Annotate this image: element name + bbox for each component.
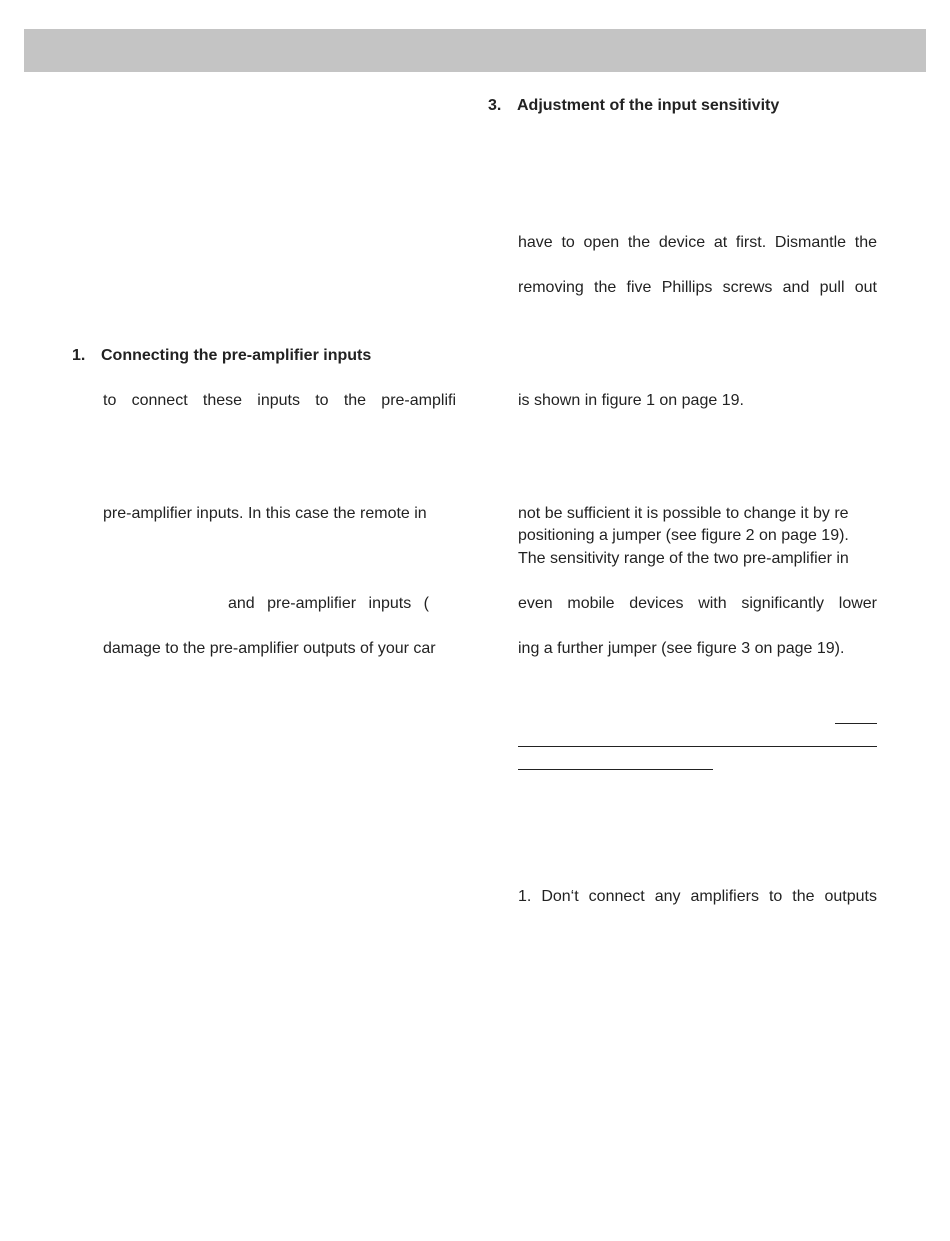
body-line: The sensitivity range of the two pre-amplifier in — [518, 550, 849, 567]
underline-rule — [518, 746, 877, 747]
section-heading-pre-amplifier-inputs — [72, 346, 371, 366]
section-title: Connecting the pre-amplifier inputs — [101, 347, 372, 364]
section-number: 3. — [488, 97, 502, 114]
underline-rule — [518, 769, 713, 770]
body-line: ing a further jumper (see figure 3 on page 19). — [518, 640, 845, 657]
body-line: have to open the device at first. Dismantle the — [518, 234, 877, 251]
body-line: pre-amplifier inputs. In this case the remote in — [103, 505, 427, 522]
body-line: even mobile devices with significantly lower — [518, 595, 877, 612]
body-line: positioning a jumper (see figure 2 on page 19). — [518, 527, 849, 544]
page-header-bar — [24, 29, 926, 72]
numbered-list-item: 1. Don‘t connect any amplifiers to the outputs — [518, 888, 877, 905]
body-line: is shown in figure 1 on page 19. — [518, 392, 744, 409]
underline-rule — [835, 723, 877, 724]
section-number: 1. — [72, 347, 86, 364]
section-title: Adjustment of the input sensitivity — [517, 97, 780, 114]
body-line: and pre-amplifier inputs ( — [228, 595, 429, 612]
body-line: damage to the pre-amplifier outputs of your car — [103, 640, 436, 657]
body-line: removing the five Phillips screws and pull out — [518, 279, 877, 296]
body-line: not be sufficient it is possible to change it by re — [518, 505, 849, 522]
body-line: to connect these inputs to the pre-amplifi — [103, 392, 456, 409]
section-heading-input-sensitivity — [488, 96, 779, 116]
